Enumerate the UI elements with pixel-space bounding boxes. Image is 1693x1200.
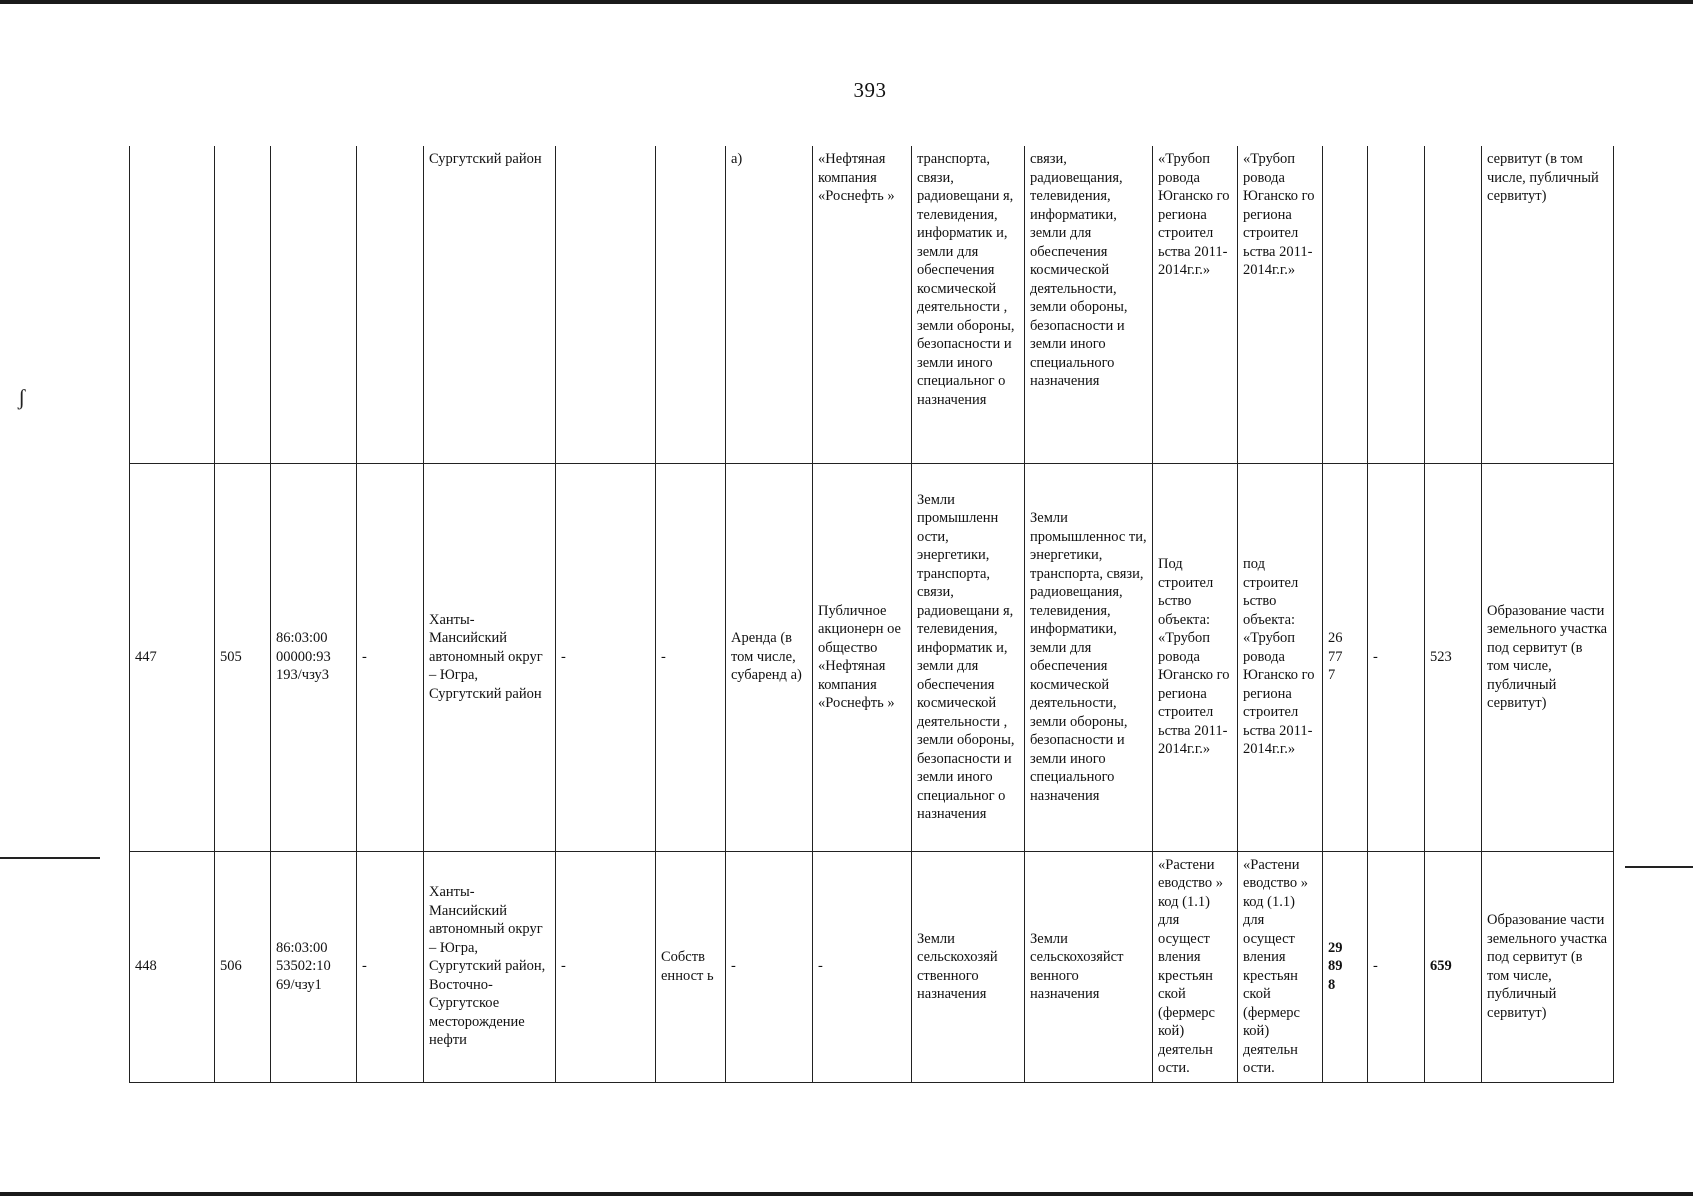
right-margin-rule	[1625, 866, 1693, 868]
cell-number: 448	[130, 851, 215, 1082]
cell-col16: 523	[1425, 463, 1482, 851]
cell-permitted-use-alt: под строител ьство объекта: «Трубоп ровода Юганско го региона строител ьства 2011- 2014г.г.»	[1238, 463, 1323, 851]
cell-right-holder: Публичное акционерн ое общество «Нефтяная компания «Роснефть »	[813, 463, 912, 851]
cell-permitted-use: Под строител ьство объекта: «Трубоп ровода Юганско го региона строител ьства 2011- 2014г.г.»	[1153, 463, 1238, 851]
cell-permitted-use: «Растени еводство » код (1.1) для осущест вления крестьян ской (фермерс кой) деятельн ости.	[1153, 851, 1238, 1082]
register-table	[129, 146, 1614, 1083]
cell-col7: Собств енност ь	[656, 851, 726, 1082]
cell-right-type: Аренда (в том числе, субаренд а)	[726, 463, 813, 851]
cell-permitted-use-alt: «Растени еводство » код (1.1) для осущест вления крестьян ской (фермерс кой) деятельн ости.	[1238, 851, 1323, 1082]
cell-col6: -	[556, 851, 656, 1082]
page-number: 393	[853, 78, 887, 102]
cell-land-category: Земли промышленн ости, энергетики, транспорта, связи, радиовещани я, телевидения, информатик и, земли для обеспечения космической деятельности , земли обороны, безопасности и земли иного специальног о назначения	[912, 463, 1025, 851]
cell-col7	[656, 146, 726, 463]
cell-number	[130, 146, 215, 463]
left-margin-rule	[0, 857, 100, 859]
cell-cadastral-number: 86:03:00 00000:93 193/чзу3	[271, 463, 357, 851]
cell-col6: -	[556, 463, 656, 851]
cell-area: 29 89 8	[1323, 851, 1368, 1082]
cell-cadastral-number: 86:03:00 53502:10 69/чзу1	[271, 851, 357, 1082]
cell-purpose: Образование части земельного участка под сервитут (в том числе, публичный сервитут)	[1482, 851, 1614, 1082]
cell-code: 505	[215, 463, 271, 851]
cell-location: Ханты-Мансийский автономный округ – Югра, Сургутский район, Восточно-Сургутское месторождение нефти	[424, 851, 556, 1082]
cell-permitted-use-alt: «Трубоп ровода Юганско го региона строител ьства 2011- 2014г.г.»	[1238, 146, 1323, 463]
cell-code	[215, 146, 271, 463]
cell-land-category-alt: Земли сельскохозяйст венного назначения	[1025, 851, 1153, 1082]
cell-col6	[556, 146, 656, 463]
cell-dash	[357, 146, 424, 463]
cell-right-type: а)	[726, 146, 813, 463]
cell-location: Сургутский район	[424, 146, 556, 463]
cell-land-category-alt: Земли промышленнос ти, энергетики, транспорта, связи, радиовещания, телевидения, информатики, земли для обеспечения космической деятельности, земли обороны, безопасности и земли иного специального назначения	[1025, 463, 1153, 851]
cell-purpose: сервитут (в том числе, публичный сервитут)	[1482, 146, 1614, 463]
cell-col16: 659	[1425, 851, 1482, 1082]
cell-col7: -	[656, 463, 726, 851]
cell-right-holder: -	[813, 851, 912, 1082]
cell-dash: -	[357, 463, 424, 851]
cell-dash: -	[357, 851, 424, 1082]
bottom-border-rule	[0, 1192, 1693, 1196]
cell-col16	[1425, 146, 1482, 463]
margin-scribble: ʃ	[18, 385, 26, 410]
cell-permitted-use: «Трубоп ровода Юганско го региона строител ьства 2011- 2014г.г.»	[1153, 146, 1238, 463]
cell-dash-2: -	[1368, 463, 1425, 851]
cell-dash-2: -	[1368, 851, 1425, 1082]
cell-land-category-alt: связи, радиовещания, телевидения, информатики, земли для обеспечения космической деятельности, земли обороны, безопасности и земли иного специального назначения	[1025, 146, 1153, 463]
cell-purpose: Образование части земельного участка под сервитут (в том числе, публичный сервитут)	[1482, 463, 1614, 851]
cell-cadastral-number	[271, 146, 357, 463]
table-row	[130, 463, 1614, 851]
table-row	[130, 851, 1614, 1082]
cell-code: 506	[215, 851, 271, 1082]
cell-land-category: транспорта, связи, радиовещани я, телевидения, информатик и, земли для обеспечения космической деятельности , земли обороны, безопасности и земли иного специальног о назначения	[912, 146, 1025, 463]
top-border-rule	[0, 0, 1693, 4]
cell-number: 447	[130, 463, 215, 851]
table-row	[130, 146, 1614, 463]
cell-right-type: -	[726, 851, 813, 1082]
cell-dash-2	[1368, 146, 1425, 463]
cell-location: Ханты-Мансийский автономный округ – Югра, Сургутский район	[424, 463, 556, 851]
cell-land-category: Земли сельскохозяй ственного назначения	[912, 851, 1025, 1082]
cell-right-holder: «Нефтяная компания «Роснефть »	[813, 146, 912, 463]
cell-area	[1323, 146, 1368, 463]
cell-area: 26 77 7	[1323, 463, 1368, 851]
